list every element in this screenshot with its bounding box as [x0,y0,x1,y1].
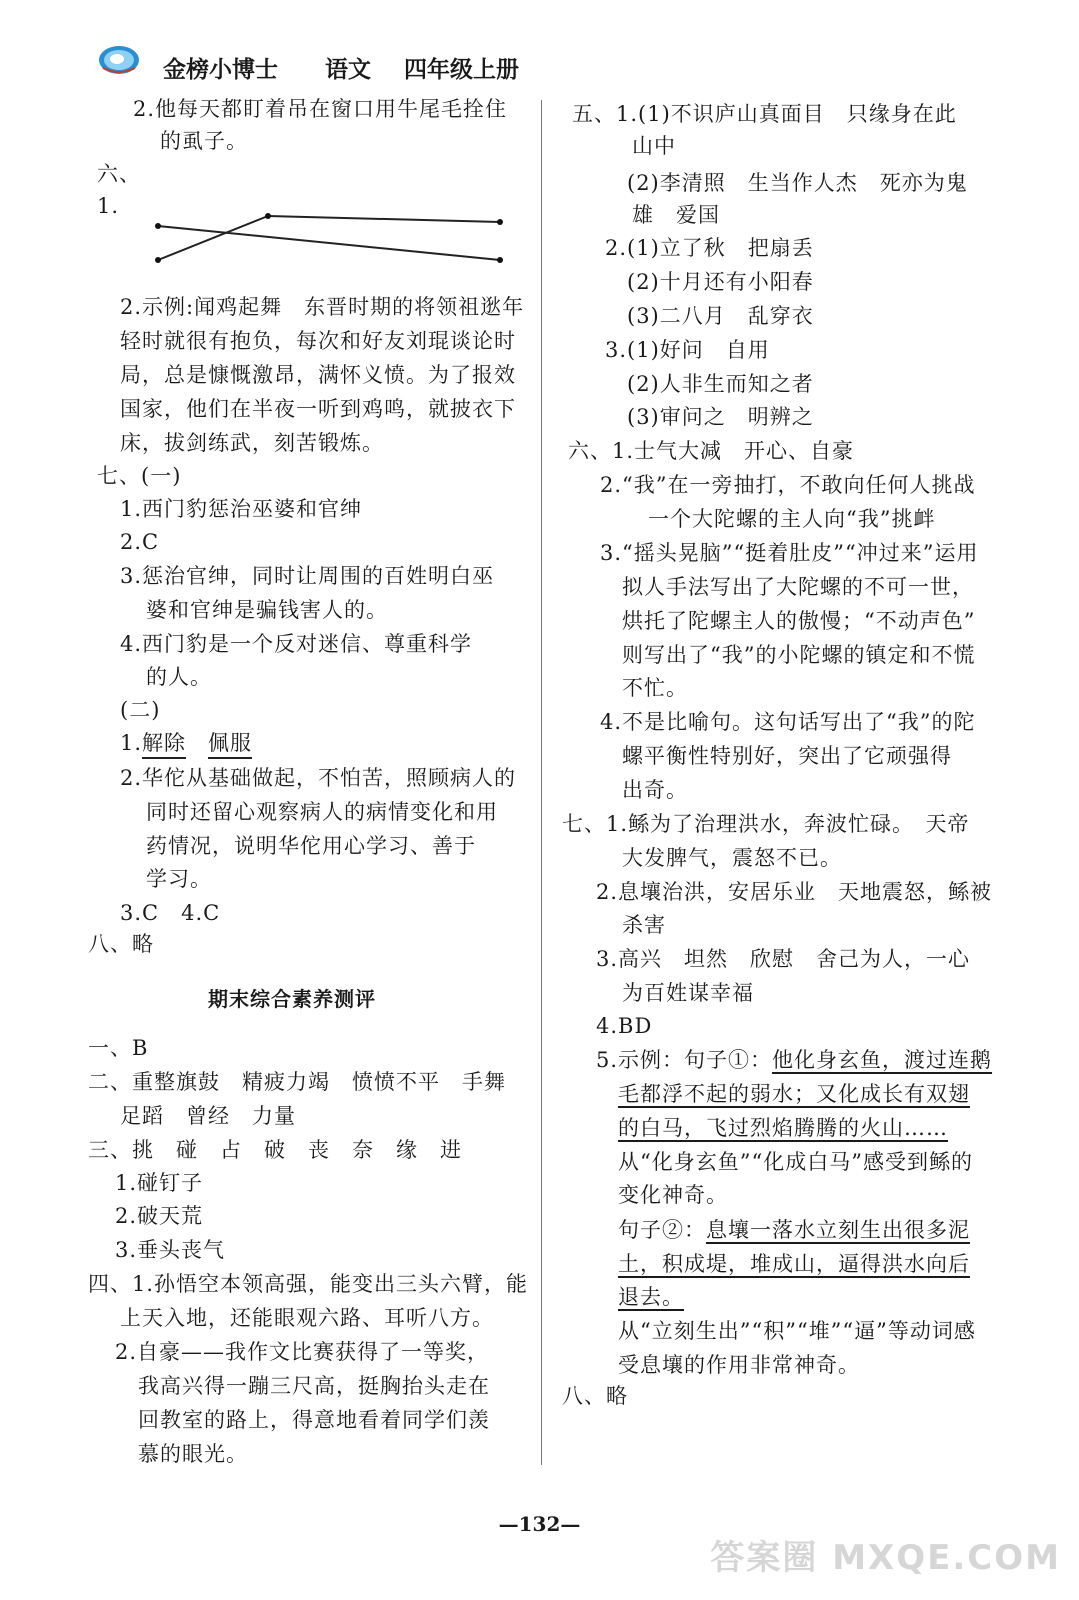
answer-line: 2.C [120,530,160,554]
answer-line: 为百姓谋幸福 [622,981,754,1005]
answer-line: (2)十月还有小阳春 [627,270,814,294]
answer-line: 2.华佗从基础做起，不怕苦，照顾病人的 [120,766,517,790]
answer-line: 学习。 [146,867,212,891]
subject-title: 语文 [325,57,371,83]
answer-line: 五、1.(1)不识庐山真面目 只缘身在此 [572,102,957,126]
answer-line: 2.破天荒 [115,1204,204,1228]
underlined-sentence: 他化身玄鱼，渡过连鹅 [772,1048,993,1072]
section-label: 七、(一) [97,464,182,488]
section-heading: 期末综合素养测评 [208,987,376,1011]
matching-lines-diagram [150,208,510,272]
answer-line: 4.西门豹是一个反对迷信、尊重科学 [120,632,473,656]
answer-line: 3.高兴 坦然 欣慰 舍己为人，一心 [596,947,971,971]
answer-line: 则写出了“我”的小陀螺的镇定和不慌 [622,643,976,667]
answer-line: 2.自豪——我作文比赛获得了一等奖， [115,1340,490,1364]
answer-line: 山中 [632,134,676,158]
underlined-sentence: 土，积成堤，堆成山，逼得洪水向后 [618,1252,970,1276]
logo-icon [97,44,141,76]
answer-line: 2.(1)立了秋 把扇丢 [605,236,814,260]
answer-line: 慕的眼光。 [138,1442,248,1466]
answer-line: 二、重整旗鼓 精疲力竭 愤愤不平 手舞 [88,1070,506,1094]
column-divider [541,100,542,1465]
answer-line: 出奇。 [622,778,688,802]
answer-line: 3.(1)好问 自用 [605,338,770,362]
answer-line [596,1050,992,1071]
answer-line: 2.息壤治洪，安居乐业 天地震怒，鲧被 [596,880,993,904]
underlined-answer: 佩服 [208,731,252,759]
answer-line: 从“化身玄鱼”“化成白马”感受到鲧的 [618,1150,973,1174]
answer-line: 2.“我”在一旁抽打，不敢向任何人挑战 [600,473,976,497]
answer-line: 从“立刻生出”“积”“堆”“逼”等动词感 [618,1319,976,1343]
answer-line [618,1220,970,1241]
example-label: 句子②： [618,1218,706,1242]
underlined-sentence: 毛都浮不起的弱水；又化成长有双翅 [618,1082,970,1106]
section-label: (二) [120,698,161,722]
answer-line: 药情况，说明华佗用心学习、善于 [146,834,476,858]
answer-line: 一个大陀螺的主人向“我”挑衅 [648,507,936,531]
series-title: 金榜小博士 [163,57,278,83]
answer-line: 我高兴得一蹦三尺高，挺胸抬头走在 [138,1374,490,1398]
grade-title: 四年级上册 [404,57,519,83]
answer-line: 四、1.孙悟空本领高强，能变出三头六臂，能 [88,1272,529,1296]
answer-line: (2)人非生而知之者 [627,372,814,396]
answer-line: 变化神奇。 [618,1183,728,1207]
answer-line: 回教室的路上，得意地看着同学们羡 [138,1408,490,1432]
answer-line: 国家，他们在半夜一听到鸡鸣，就披衣下 [120,397,516,421]
section-label: 六、 [97,162,141,186]
answer-line: 3.“摇头晃脑”“挺着肚皮”“冲过来”运用 [600,541,979,565]
answer-line: 烘托了陀螺主人的傲慢；“不动声色” [622,609,976,633]
answer-line: 3.惩治官绅，同时让周围的百姓明白巫 [120,564,495,588]
answer-line: 轻时就很有抱负，每次和好友刘琨谈论时 [120,329,516,353]
answer-line: 1. [97,194,120,218]
answer-line: 不忙。 [622,676,688,700]
underlined-answer: 解除 [142,731,186,759]
item-number: 1. [120,731,143,755]
answer-line: (3)审问之 明辨之 [627,405,814,429]
answer-line: 杀害 [622,913,666,937]
answer-line: (2)李清照 生当作人杰 死亦为鬼 [627,171,968,195]
watermark: 答案圈 MXQE.COM [710,1538,1061,1578]
answer-line: 婆和官绅是骗钱害人的。 [146,598,388,622]
answer-line: 三、挑 碰 占 破 丧 奈 缘 进 [88,1138,462,1162]
answer-line: (3)二八月 乱穿衣 [627,304,814,328]
section-label: 八、略 [88,932,154,956]
answer-line: 床，拔剑练武，刻苦锻炼。 [120,431,384,455]
answer-line: 七、1.鲧为了治理洪水，奔波忙碌。 天帝 [562,812,970,836]
answer-line: 大发脾气，震怒不已。 [622,846,842,870]
answer-line: 4.不是比喻句。这句话写出了“我”的陀 [600,710,976,734]
answer-line [120,733,252,754]
answer-line: 上天入地，还能眼观六路、耳听八方。 [120,1306,494,1330]
section-label: 八、略 [562,1384,628,1408]
underlined-sentence: 的白马，飞过烈焰腾腾的火山…… [618,1116,948,1140]
answer-line: 一、B [88,1036,149,1060]
answer-line: 六、1.士气大减 开心、自豪 [568,439,855,463]
underlined-sentence: 息壤一落水立刻生出很多泥 [706,1218,970,1242]
answer-line: 螺平衡性特别好，突出了它顽强得 [622,744,952,768]
answer-line: 2.示例:闻鸡起舞 东晋时期的将领祖逖年 [120,295,525,319]
underlined-sentence: 退去。 [618,1285,684,1309]
answer-line: 的虱子。 [160,129,248,153]
answer-line: 3.垂头丧气 [115,1238,226,1262]
example-label: 5.示例：句子①： [596,1048,773,1072]
answer-line: 2.他每天都盯着吊在窗口用牛尾毛拴住 [133,97,508,121]
answer-line: 的人。 [146,665,212,689]
answer-line: 3.C 4.C [120,901,221,925]
answer-line: 1.西门豹惩治巫婆和官绅 [120,497,363,521]
answer-line: 雄 爱国 [632,203,720,227]
answer-line: 足蹈 曾经 力量 [120,1104,296,1128]
answer-line: 拟人手法写出了大陀螺的不可一世， [622,575,974,599]
answer-line: 1.碰钉子 [115,1171,204,1195]
answer-line: 局，总是慷慨激昂，满怀义愤。为了报效 [120,363,516,387]
answer-line: 同时还留心观察病人的病情变化和用 [146,800,498,824]
page-number: —132— [498,1512,581,1536]
answer-line: 受息壤的作用非常神奇。 [618,1353,860,1377]
answer-line: 4.BD [596,1014,653,1038]
